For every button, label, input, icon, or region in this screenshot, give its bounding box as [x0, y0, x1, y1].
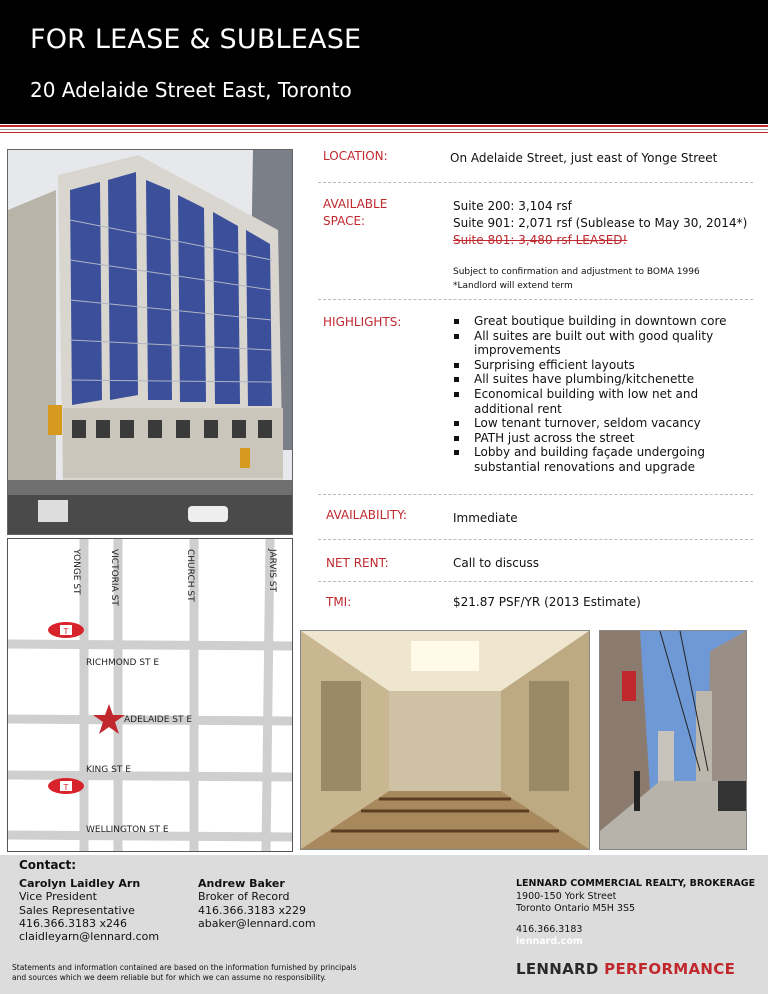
list-item: All suites are built out with good quality improvements	[452, 329, 752, 358]
divider	[318, 299, 753, 300]
suite-901: Suite 901: 2,071 rsf (Sublease to May 30, 2014*)	[453, 216, 748, 230]
company-address-line2: Toronto Ontario M5H 3S5	[516, 903, 636, 914]
location-label: LOCATION:	[323, 149, 388, 163]
svg-text:T: T	[63, 627, 69, 636]
net-rent-value: Call to discuss	[453, 556, 539, 570]
contact-heading: Contact:	[19, 858, 77, 872]
space-label-line2: SPACE:	[323, 214, 366, 228]
agent2-title1: Broker of Record	[198, 890, 290, 903]
divider	[318, 182, 753, 183]
company-name: LENNARD COMMERCIAL REALTY, BROKERAGE	[516, 878, 756, 889]
map-street-church: CHURCH ST	[185, 549, 195, 602]
agent2-name: Andrew Baker	[198, 877, 285, 890]
agent1-email[interactable]: claidleyarn@lennard.com	[19, 930, 160, 943]
agent1-phone: 416.366.3183 x246	[19, 917, 127, 930]
map-street-king: KING ST E	[86, 765, 131, 775]
highlights-label: HIGHLIGHTS:	[323, 315, 402, 329]
divider	[318, 539, 753, 540]
map-street-victoria: VICTORIA ST	[109, 549, 119, 606]
list-item: Surprising efficient layouts	[452, 358, 752, 373]
map-street-jarvis: JARVIS ST	[267, 549, 277, 593]
agent1-title1: Vice President	[19, 890, 97, 903]
tmi-label: TMI:	[326, 595, 352, 609]
page-title: FOR LEASE & SUBLEASE	[30, 24, 362, 55]
list-item: Lobby and building façade undergoing substantial renovations and upgrade	[452, 445, 752, 474]
availability-label: AVAILABILITY:	[326, 508, 407, 522]
header-stripes	[0, 124, 768, 136]
map-street-wellington: WELLINGTON ST E	[86, 825, 169, 835]
header-banner	[0, 0, 768, 124]
company-phone: 416.366.3183	[516, 924, 583, 935]
brand-logo	[516, 960, 735, 978]
divider	[318, 494, 753, 495]
boma-note: Subject to confirmation and adjustment to BOMA 1996	[453, 267, 700, 277]
tmi-value: $21.87 PSF/YR (2013 Estimate)	[453, 595, 641, 609]
agent1-name: Carolyn Laidley Arn	[19, 877, 141, 890]
brand-tagline: PERFORMANCE	[604, 960, 736, 978]
lobby-photo	[300, 630, 590, 850]
property-address: 20 Adelaide Street East, Toronto	[30, 78, 352, 102]
company-address-line1: 1900-150 York Street	[516, 891, 617, 902]
subway-icon	[48, 622, 84, 638]
list-item: All suites have plumbing/kitchenette	[452, 372, 752, 387]
list-item: Low tenant turnover, seldom vacancy	[452, 416, 752, 431]
agent2-phone: 416.366.3183 x229	[198, 904, 306, 917]
divider	[318, 581, 753, 582]
map-street-richmond: RICHMOND ST E	[86, 658, 160, 668]
list-item: Great boutique building in downtown core	[452, 314, 752, 329]
location-value: On Adelaide Street, just east of Yonge Street	[450, 151, 718, 165]
location-map	[7, 538, 293, 852]
building-photo	[7, 149, 293, 535]
landlord-note: *Landlord will extend term	[453, 281, 573, 291]
map-street-adelaide: ADELAIDE ST E	[124, 715, 193, 725]
highlights-list	[452, 314, 752, 475]
net-rent-label: NET RENT:	[326, 556, 389, 570]
company-website[interactable]: lennard.com	[516, 936, 583, 947]
street-photo	[599, 630, 747, 850]
svg-text:T: T	[63, 783, 69, 792]
list-item: Economical building with low net and additional rent	[452, 387, 752, 416]
agent2-email[interactable]: abaker@lennard.com	[198, 917, 316, 930]
brand-name: LENNARD	[516, 960, 599, 978]
map-street-yonge: YONGE ST	[71, 549, 81, 595]
disclaimer-line1: Statements and information contained are based on the information furnished by principals	[12, 963, 357, 972]
disclaimer-line2: and sources which we deem reliable but for which we can assume no responsibility.	[12, 973, 327, 982]
subway-icon	[48, 778, 84, 794]
suite-801-leased: Suite 801: 3,480 rsf LEASED!	[453, 233, 628, 247]
suite-200: Suite 200: 3,104 rsf	[453, 199, 572, 213]
availability-value: Immediate	[453, 511, 518, 525]
space-label-line1: AVAILABLE	[323, 197, 388, 211]
agent1-title2: Sales Representative	[19, 904, 135, 917]
list-item: PATH just across the street	[452, 431, 752, 446]
